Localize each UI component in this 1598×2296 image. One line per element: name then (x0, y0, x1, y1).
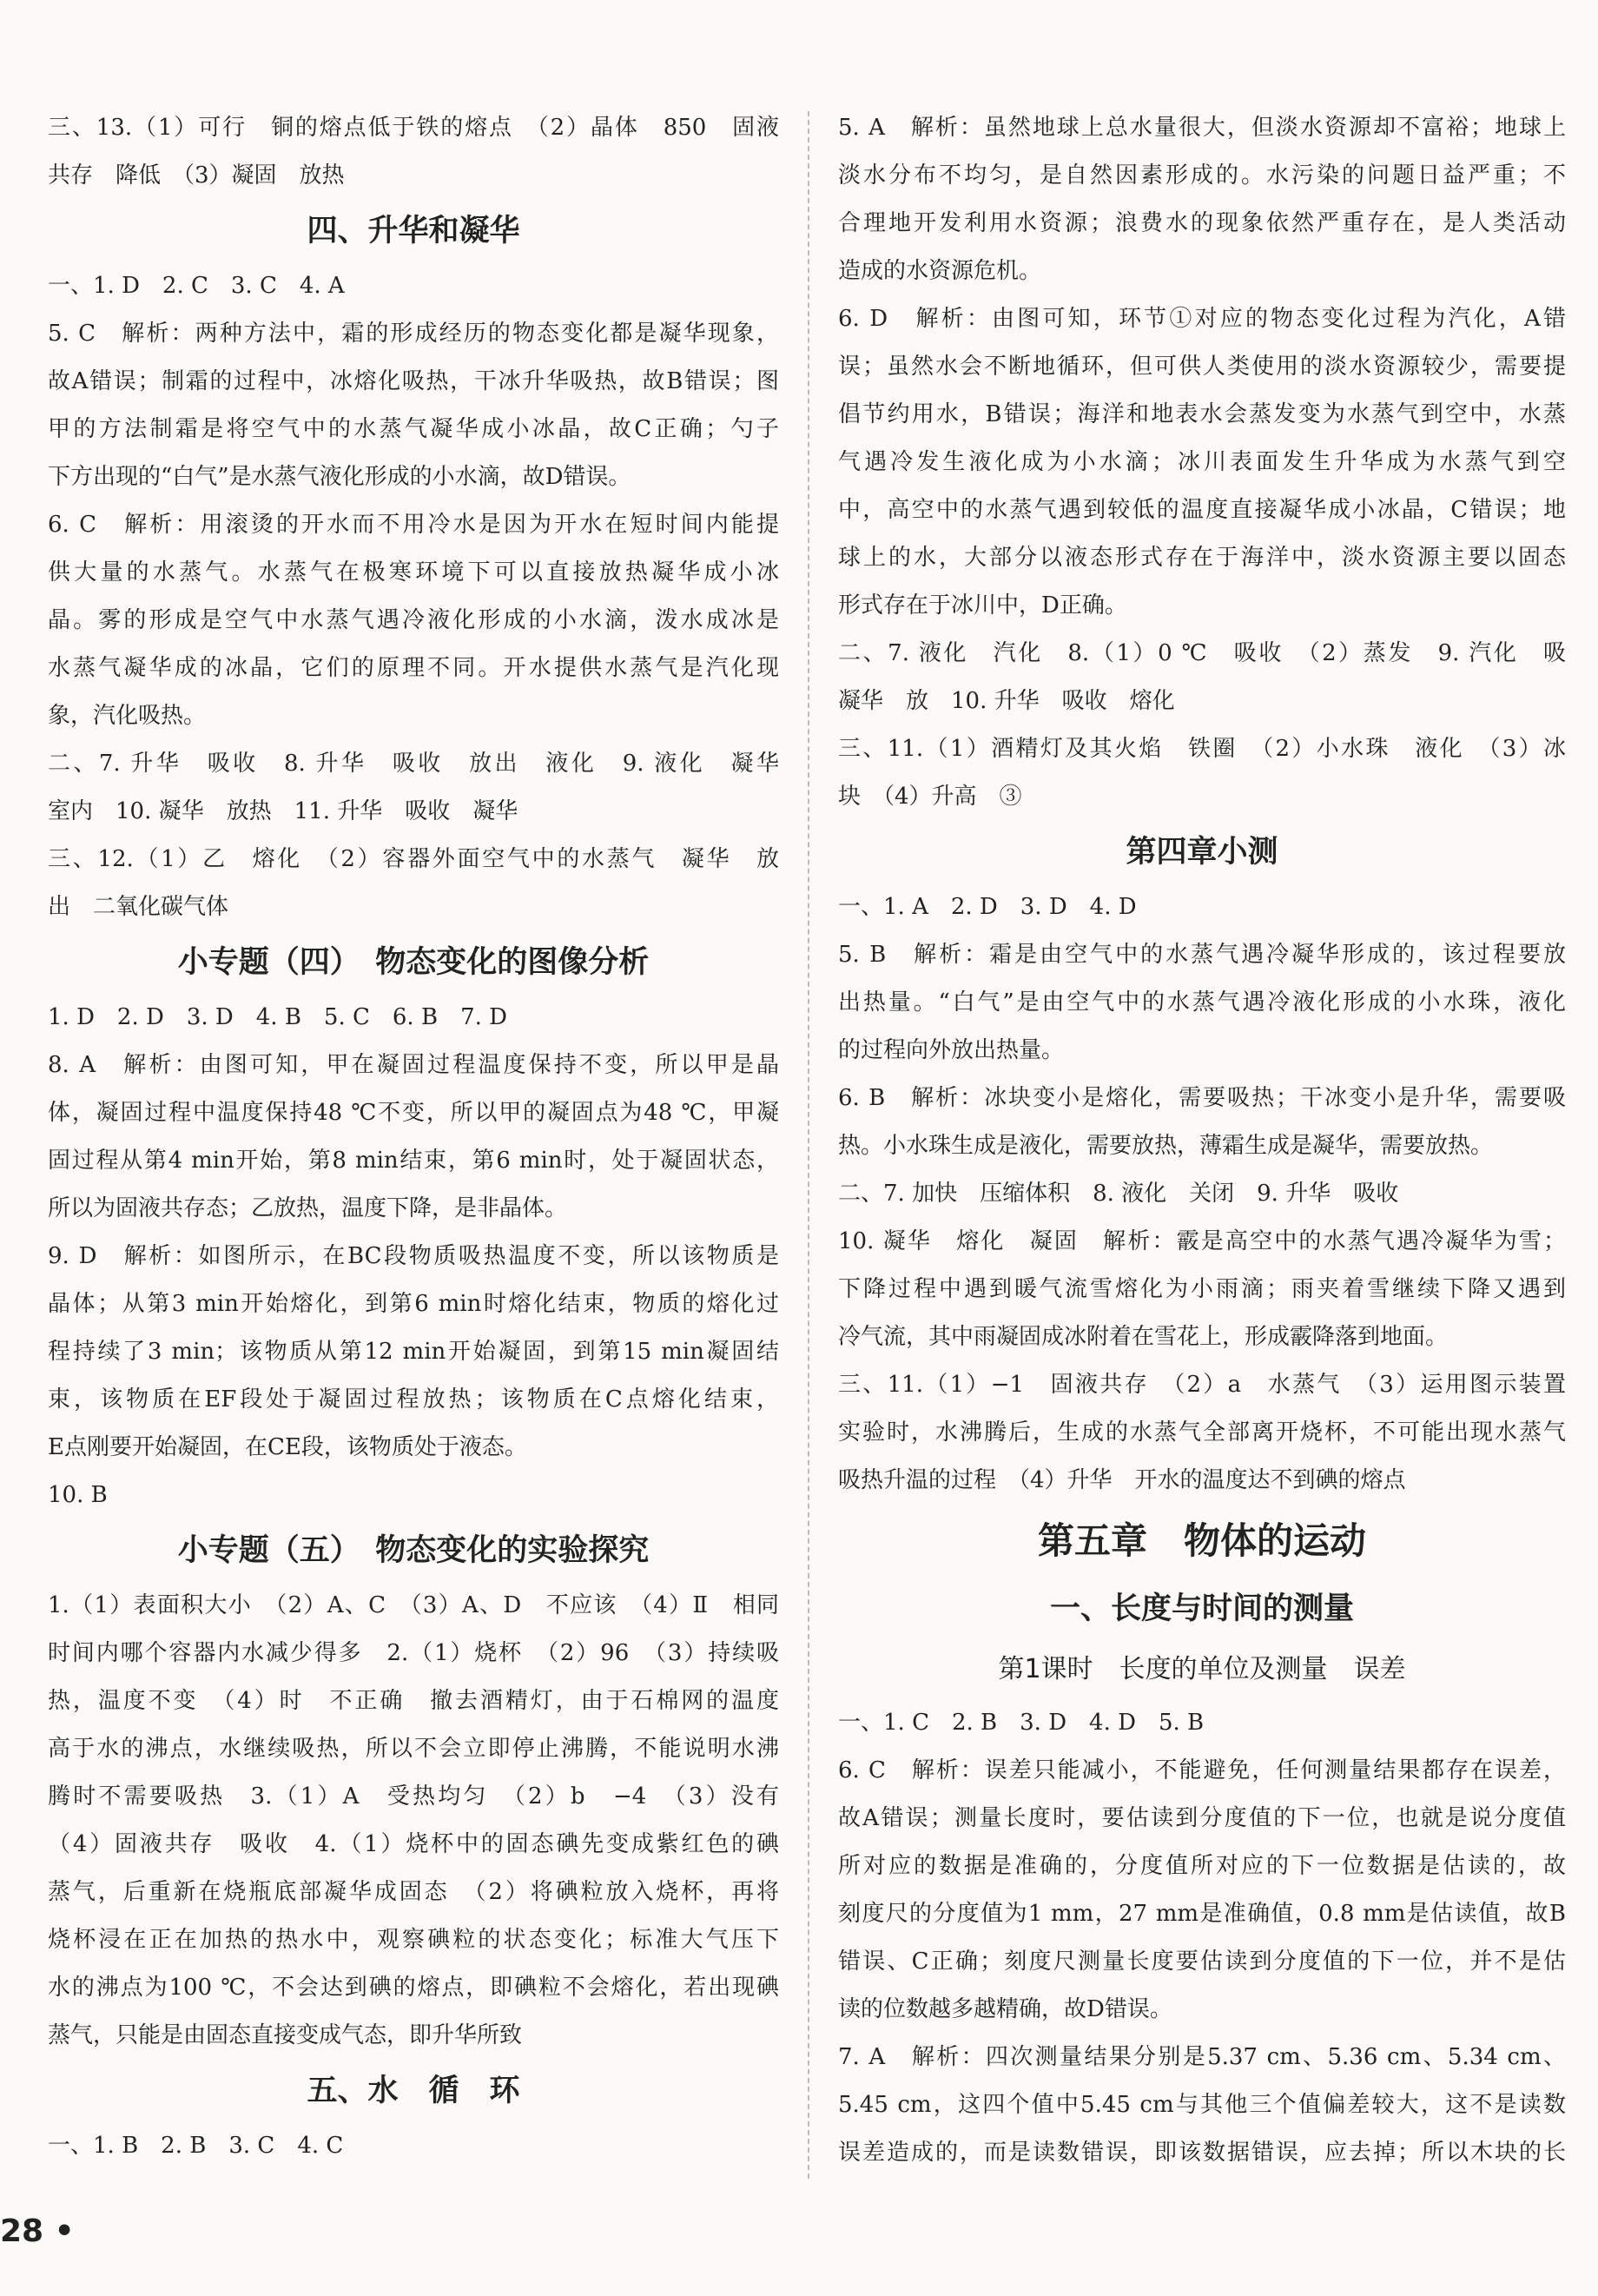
text-line: 热。小水珠生成是液化，需要放热，薄霜生成是凝华，需要放热。 (838, 1133, 1494, 1159)
text-line: 出热量。“白气”是由空气中的水蒸气遇冷液化形成的小水珠，液化 (838, 989, 1566, 1016)
text-line: 10. 凝华 熔化 凝固 解析：霰是高空中的水蒸气遇冷凝华为雪； (838, 1228, 1566, 1254)
text-line: 甲的方法制霜是将空气中的水蒸气凝华成小冰晶，故C正确；勺子 (48, 416, 779, 442)
text-line: 所以为固液共存态；乙放热，温度下降，是非晶体。 (48, 1195, 568, 1221)
text-line: 热，温度不变 （4）时 不正确 撤去酒精灯，由于石棉网的温度 (48, 1688, 779, 1714)
text-line: 5. A 解析：虽然地球上总水量很大，但淡水资源却不富裕；地球上 (838, 115, 1566, 141)
text-line: 室内 10. 凝华 放热 11. 升华 吸收 凝华 (48, 798, 518, 824)
text-line: 水的沸点为100 ℃，不会达到碘的熔点，即碘粒不会熔化，若出现碘 (48, 1975, 779, 2001)
text-line: 时间内哪个容器内水减少得多 2.（1）烧杯 （2）96 （3）持续吸 (48, 1640, 779, 1666)
text-line: 出 二氧化碳气体 (48, 894, 229, 920)
text-line: 三、11.（1）酒精灯及其火焰 铁圈 （2）小水珠 液化 （3）冰 (838, 736, 1566, 762)
text-line: 6. C 解析：误差只能减小，不能避免，任何测量结果都存在误差， (838, 1757, 1566, 1783)
text-line: 错误、C正确；刻度尺测量长度要估读到分度值的下一位，并不是估 (838, 1949, 1566, 1975)
text-line: 造成的水资源危机。 (838, 258, 1042, 284)
section-heading: 五、水 循 环 (307, 2074, 520, 2108)
text-line: 10. B (48, 1482, 108, 1508)
text-line: 程持续了3 min；该物质从第12 min开始凝固，到第15 min凝固结 (48, 1339, 779, 1365)
text-line: 水蒸气凝华成的冰晶，它们的原理不同。开水提供水蒸气是汽化现 (48, 655, 779, 681)
text-line: 误差造成的，而是读数错误，即该数据错误，应去掉；所以木块的长 (838, 2140, 1566, 2166)
text-line: 固过程从第4 min开始，第8 min结束，第6 min时，处于凝固状态， (48, 1148, 779, 1174)
text-line: 一、1. A 2. D 3. D 4. D (838, 894, 1137, 920)
text-line: （4）固液共存 吸收 4.（1）烧杯中的固态碘先变成紫红色的碘 (48, 1831, 779, 1857)
text-line: 中，高空中的水蒸气遇到较低的温度直接凝华成小冰晶，C错误；地 (838, 497, 1566, 523)
text-line: 晶体；从第3 min开始熔化，到第6 min时熔化结束，物质的熔化过 (48, 1291, 779, 1317)
text-line: 一、1. B 2. B 3. C 4. C (48, 2133, 344, 2159)
text-line: 三、13.（1）可行 铜的熔点低于铁的熔点 （2）晶体 850 固液 (48, 115, 779, 141)
text-line: 7. A 解析：四次测量结果分别是5.37 cm、5.36 cm、5.34 cm、 (838, 2044, 1566, 2070)
text-line: 蒸气，只能是由固态直接变成气态，即升华所致 (48, 2022, 523, 2048)
text-line: 6. C 解析：用滚烫的开水而不用冷水是因为开水在短时间内能提 (48, 512, 779, 538)
section-heading: 四、升华和凝华 (307, 214, 520, 248)
page-number: 28 • (0, 2213, 75, 2249)
text-line: 5. C 解析：两种方法中，霜的形成经历的物态变化都是凝华现象， (48, 321, 779, 347)
text-line: 体，凝固过程中温度保持48 ℃不变，所以甲的凝固点为48 ℃，甲凝 (48, 1100, 779, 1126)
text-line: 烧杯浸在正在加热的热水中，观察碘粒的状态变化；标准大气压下 (48, 1927, 779, 1953)
text-line: 故A错误；测量长度时，要估读到分度值的下一位，也就是说分度值 (838, 1805, 1566, 1831)
text-line: 倡节约用水，B错误；海洋和地表水会蒸发变为水蒸气到空中，水蒸 (838, 401, 1566, 427)
text-line: 误；虽然水会不断地循环，但可供人类使用的淡水资源较少，需要提 (838, 354, 1566, 380)
text-line: 二、7. 加快 压缩体积 8. 液化 关闭 9. 升华 吸收 (838, 1181, 1399, 1207)
section-heading: 小专题（五） 物态变化的实验探究 (177, 1533, 650, 1568)
text-line: 刻度尺的分度值为1 mm，27 mm是准确值，0.8 mm是估读值，故B (838, 1901, 1566, 1927)
text-line: 象，汽化吸热。 (48, 703, 207, 729)
text-line: 蒸气，后重新在烧瓶底部凝华成固态 （2）将碘粒放入烧杯，再将 (48, 1879, 779, 1905)
text-line: 下降过程中遇到暖气流雪熔化为小雨滴；雨夹着雪继续下降又遇到 (838, 1276, 1566, 1302)
text-line: 冷气流，其中雨凝固成冰附着在雪花上，形成霰降落到地面。 (838, 1324, 1449, 1350)
text-line: E点刚要开始凝固，在CE段，该物质处于液态。 (48, 1434, 527, 1460)
text-line: 三、11.（1）−1 固液共存 （2）a 水蒸气 （3）运用图示装置 (838, 1372, 1566, 1398)
text-line: 球上的水，大部分以液态形式存在于海洋中，淡水资源主要以固态 (838, 545, 1566, 571)
text-line: 三、12.（1）乙 熔化 （2）容器外面空气中的水蒸气 凝华 放 (48, 846, 779, 872)
text-line: 块 （4）升高 ③ (838, 784, 1022, 810)
section-heading: 小专题（四） 物态变化的图像分析 (177, 945, 650, 980)
text-line: 腾时不需要吸热 3.（1）A 受热均匀 （2）b −4 （3）没有 (48, 1783, 779, 1810)
section-heading: 第五章 物体的运动 (1037, 1519, 1366, 1562)
text-line: 9. D 解析：如图所示，在BC段物质吸热温度不变，所以该物质是 (48, 1243, 779, 1269)
text-line: 吸热升温的过程 （4）升华 开水的温度达不到碘的熔点 (838, 1467, 1406, 1493)
text-line: 二、7. 升华 吸收 8. 升华 吸收 放出 液化 9. 液化 凝华 (48, 751, 779, 777)
column-divider (808, 111, 809, 2179)
left-column (48, 104, 779, 2170)
text-line: 凝华 放 10. 升华 吸收 熔化 (838, 688, 1175, 714)
text-line: 5.45 cm，这四个值中5.45 cm与其他三个值偏差较大，这不是读数 (838, 2092, 1566, 2118)
section-heading: 第四章小测 (1126, 835, 1278, 870)
text-line: 二、7. 液化 汽化 8.（1）0 ℃ 吸收 （2）蒸发 9. 汽化 吸 (838, 640, 1566, 666)
text-line: 1.（1）表面积大小 （2）A、C （3）A、D 不应该 （4）Ⅱ 相同 (48, 1592, 779, 1618)
text-line: 晶。雾的形成是空气中水蒸气遇冷液化形成的小水滴，泼水成冰是 (48, 607, 779, 633)
text-line: 所对应的数据是准确的，分度值所对应的下一位数据是估读的，故 (838, 1853, 1566, 1879)
text-line: 读的位数越多越精确，故D错误。 (838, 1996, 1172, 2022)
text-line: 实验时，水沸腾后，生成的水蒸气全部离开烧杯，不可能出现水蒸气 (838, 1419, 1566, 1446)
text-line: 故A错误；制霜的过程中，冰熔化吸热，干冰升华吸热，故B错误；图 (48, 368, 779, 394)
text-line: 的过程向外放出热量。 (838, 1037, 1065, 1063)
section-heading: 一、长度与时间的测量 (1049, 1591, 1354, 1626)
text-line: 一、1. C 2. B 3. D 4. D 5. B (838, 1710, 1205, 1736)
right-column (838, 104, 1566, 2177)
text-line: 束，该物质在EF段处于凝固过程放热；该物质在C点熔化结束， (48, 1386, 779, 1413)
text-line: 气遇冷发生液化成为小水滴；冰川表面发生升华成为水蒸气到空 (838, 449, 1566, 475)
section-heading: 第1课时 长度的单位及测量 误差 (998, 1654, 1406, 1684)
text-line: 8. A 解析：由图可知，甲在凝固过程温度保持不变，所以甲是晶 (48, 1052, 779, 1078)
text-line: 一、1. D 2. C 3. C 4. A (48, 273, 345, 299)
text-line: 淡水分布不均匀，是自然因素形成的。水污染的问题日益严重；不 (838, 162, 1566, 189)
text-line: 高于水的沸点，水继续吸热，所以不会立即停止沸腾，不能说明水沸 (48, 1736, 779, 1762)
text-line: 供大量的水蒸气。水蒸气在极寒环境下可以直接放热凝华成小冰 (48, 559, 779, 586)
text-line: 共存 降低 （3）凝固 放热 (48, 162, 345, 189)
text-line: 6. D 解析：由图可知，环节①对应的物态变化过程为汽化，A错 (838, 306, 1566, 332)
text-line: 5. B 解析：霜是由空气中的水蒸气遇冷凝华形成的，该过程要放 (838, 942, 1566, 968)
text-line: 形式存在于冰川中，D正确。 (838, 592, 1127, 619)
text-line: 1. D 2. D 3. D 4. B 5. C 6. B 7. D (48, 1004, 507, 1030)
text-line: 下方出现的“白气”是水蒸气液化形成的小水滴，故D错误。 (48, 464, 631, 490)
text-line: 6. B 解析：冰块变小是熔化，需要吸热；干冰变小是升华，需要吸 (838, 1085, 1566, 1111)
text-line: 合理地开发利用水资源；浪费水的现象依然严重存在，是人类活动 (838, 210, 1566, 236)
